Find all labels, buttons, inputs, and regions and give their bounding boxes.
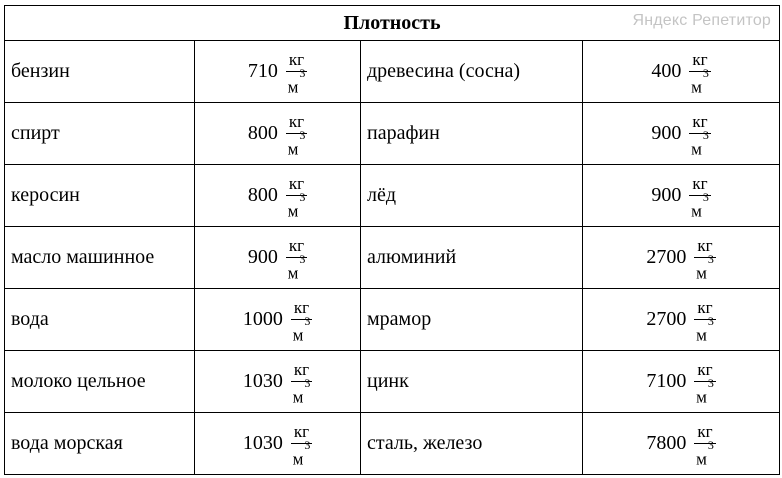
density-value: 2700: [646, 308, 687, 330]
unit-base: м: [696, 325, 707, 345]
unit-base: м: [691, 201, 702, 221]
density-value: 900: [651, 122, 682, 144]
density-value: 900: [651, 184, 682, 206]
substance-name-text: сталь, железо: [367, 432, 483, 454]
substance-name-text: спирт: [11, 122, 60, 144]
substance-name-text: лёд: [367, 184, 397, 206]
substance-name: [5, 351, 195, 413]
substance-name: [5, 227, 195, 289]
unit-fraction: [689, 51, 710, 96]
density-value-cell: [583, 289, 780, 351]
substance-name: [361, 227, 583, 289]
density-value: 400: [651, 60, 682, 82]
unit-power: 3: [299, 128, 306, 143]
unit-base: м: [691, 139, 702, 159]
unit-power: 3: [299, 190, 306, 205]
table-row: [5, 351, 780, 413]
density-value: 7100: [646, 370, 687, 392]
unit-denominator: [291, 376, 312, 407]
unit-denominator: [291, 438, 312, 469]
substance-name: [5, 165, 195, 227]
unit-numerator: кг: [286, 175, 307, 196]
density-value: 7800: [646, 432, 687, 454]
unit-power: 3: [304, 314, 311, 329]
table-body: [5, 41, 780, 475]
substance-name-text: древесина (сосна): [367, 60, 521, 82]
unit-numerator: кг: [291, 423, 312, 444]
unit-fraction: [689, 175, 710, 220]
unit-power: 3: [707, 314, 714, 329]
density-value-cell: [195, 351, 361, 413]
unit-denominator: [286, 252, 307, 283]
substance-name: [5, 41, 195, 103]
unit-power: 3: [702, 190, 709, 205]
density-value-cell: [195, 103, 361, 165]
substance-name-text: бензин: [11, 60, 70, 82]
substance-name: [361, 413, 583, 475]
substance-name: [5, 413, 195, 475]
table-title: Плотность: [343, 11, 441, 34]
density-value-cell: [583, 165, 780, 227]
unit-numerator: кг: [694, 423, 715, 444]
unit-fraction: [694, 361, 715, 406]
unit-fraction: [689, 113, 710, 158]
density-value-cell: [583, 413, 780, 475]
density-value-cell: [195, 289, 361, 351]
substance-name-text: вода: [11, 308, 49, 330]
density-value-cell: [583, 41, 780, 103]
unit-numerator: кг: [286, 237, 307, 258]
substance-name: [361, 165, 583, 227]
unit-denominator: [694, 376, 715, 407]
substance-name-text: вода морская: [11, 432, 123, 454]
unit-base: м: [287, 263, 299, 283]
unit-denominator: [689, 128, 710, 159]
unit-base: м: [292, 387, 304, 407]
substance-name-text: парафин: [367, 122, 440, 144]
unit-fraction: [694, 237, 715, 282]
unit-power: 3: [304, 376, 311, 391]
density-value-cell: [195, 41, 361, 103]
watermark: Яндекс Репетитор: [632, 12, 772, 29]
density-value-cell: [195, 227, 361, 289]
substance-name-text: масло машинное: [11, 246, 155, 268]
unit-numerator: кг: [286, 113, 307, 134]
unit-denominator: [694, 314, 715, 345]
unit-fraction: [286, 237, 307, 282]
unit-numerator: кг: [291, 361, 312, 382]
unit-denominator: [694, 252, 715, 283]
unit-power: 3: [702, 66, 709, 81]
table-row: [5, 41, 780, 103]
substance-name-text: керосин: [11, 184, 80, 206]
unit-denominator: [286, 128, 307, 159]
table-row: [5, 289, 780, 351]
density-value-cell: [195, 413, 361, 475]
unit-numerator: кг: [689, 51, 710, 72]
density-value: 1030: [242, 370, 283, 392]
substance-name: [361, 289, 583, 351]
table-title-cell: [5, 6, 780, 41]
unit-fraction: [694, 299, 715, 344]
unit-numerator: кг: [694, 237, 715, 258]
table-header-row: [5, 6, 780, 41]
unit-numerator: кг: [694, 361, 715, 382]
unit-power: 3: [707, 438, 714, 453]
unit-power: 3: [299, 66, 306, 81]
unit-fraction: [291, 299, 312, 344]
substance-name-text: молоко цельное: [11, 370, 146, 392]
unit-numerator: кг: [694, 299, 715, 320]
density-value: 1030: [242, 432, 283, 454]
substance-name-text: алюминий: [367, 246, 457, 268]
unit-power: 3: [304, 438, 311, 453]
unit-fraction: [286, 175, 307, 220]
unit-denominator: [286, 190, 307, 221]
substance-name: [5, 289, 195, 351]
unit-power: 3: [702, 128, 709, 143]
unit-base: м: [691, 77, 702, 97]
density-value: 900: [247, 246, 278, 268]
table-row: [5, 413, 780, 475]
substance-name-text: цинк: [367, 370, 409, 392]
table-row: [5, 165, 780, 227]
density-value: 2700: [646, 246, 687, 268]
unit-base: м: [292, 325, 304, 345]
unit-base: м: [696, 263, 707, 283]
unit-base: м: [292, 449, 304, 469]
unit-denominator: [286, 66, 307, 97]
substance-name: [5, 103, 195, 165]
unit-base: м: [287, 201, 299, 221]
density-value-cell: [583, 351, 780, 413]
unit-power: 3: [707, 376, 714, 391]
density-table-container: [4, 5, 779, 476]
density-value: 1000: [242, 308, 283, 330]
unit-numerator: кг: [689, 113, 710, 134]
density-value-cell: [195, 165, 361, 227]
unit-denominator: [291, 314, 312, 345]
unit-denominator: [694, 438, 715, 469]
unit-power: 3: [299, 252, 306, 267]
unit-numerator: кг: [689, 175, 710, 196]
unit-numerator: кг: [286, 51, 307, 72]
substance-name: [361, 351, 583, 413]
density-value-cell: [583, 103, 780, 165]
unit-fraction: [291, 423, 312, 468]
unit-denominator: [689, 66, 710, 97]
unit-numerator: кг: [291, 299, 312, 320]
table-row: [5, 227, 780, 289]
density-table: [4, 5, 780, 475]
unit-fraction: [286, 113, 307, 158]
substance-name: [361, 41, 583, 103]
unit-base: м: [696, 387, 707, 407]
unit-fraction: [291, 361, 312, 406]
unit-power: 3: [707, 252, 714, 267]
density-value: 800: [247, 122, 278, 144]
unit-base: м: [696, 449, 707, 469]
unit-denominator: [689, 190, 710, 221]
substance-name-text: мрамор: [367, 308, 432, 330]
table-row: [5, 103, 780, 165]
unit-fraction: [286, 51, 307, 96]
unit-fraction: [694, 423, 715, 468]
substance-name: [361, 103, 583, 165]
density-value-cell: [583, 227, 780, 289]
unit-base: м: [287, 139, 299, 159]
density-value: 710: [247, 60, 278, 82]
density-value: 800: [247, 184, 278, 206]
unit-base: м: [287, 77, 299, 97]
